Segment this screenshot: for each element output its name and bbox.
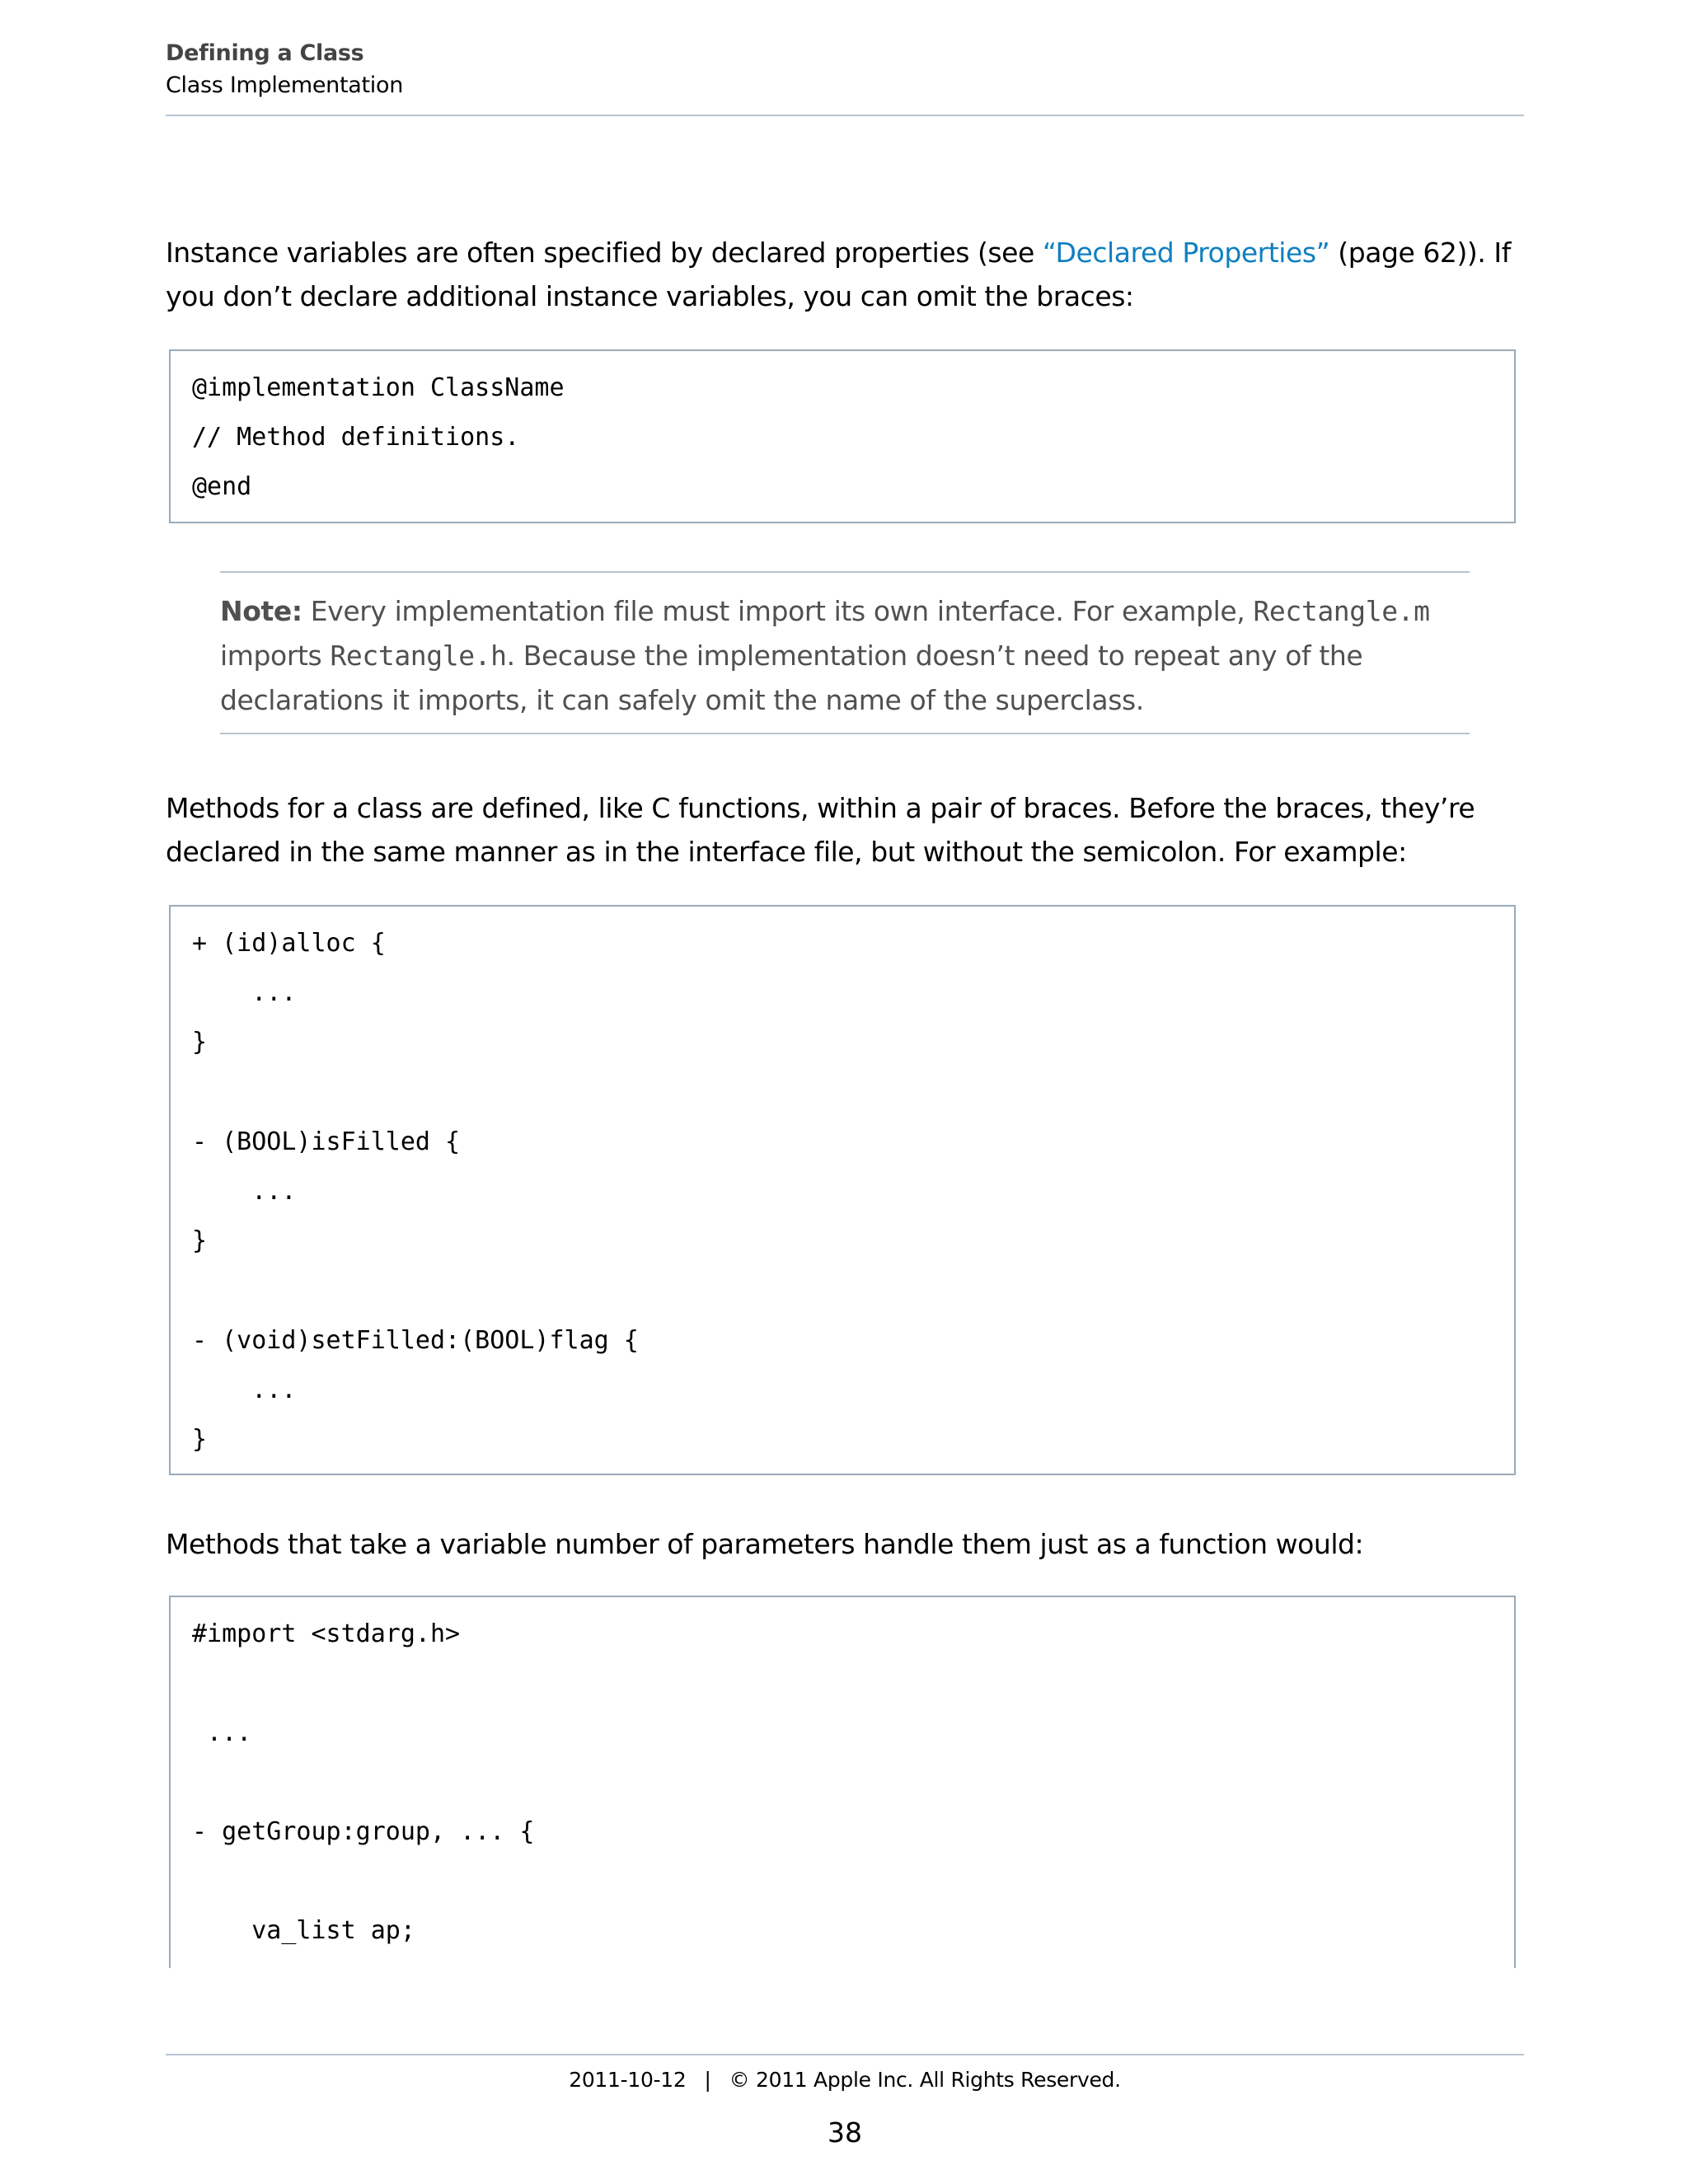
header-divider [166,115,1524,116]
note-code: Rectangle.h [330,640,507,672]
section-title: Class Implementation [166,73,404,98]
code-block-implementation [169,349,1516,523]
note-body: Every implementation file must import its own interface. For example, [302,595,1254,627]
footer-divider [166,2054,1524,2055]
note-body: . Because the implementation doesn’t need to repeat any of the declarations it imports, it can safely omit the name of the superclass. [220,640,1363,716]
code-line: @end [192,472,252,501]
code-line: } [192,1226,208,1255]
code-line: - (void)setFilled:(BOOL)flag { [192,1326,639,1355]
note-body: imports [220,640,331,672]
note-box [220,571,1470,734]
code-line: + (id)alloc { [192,929,386,958]
note-text [220,589,1470,723]
paragraph-instance-variables [166,231,1524,318]
code-line: // Method definitions. [192,423,520,452]
paragraph-text: Instance variables are often specified by declared properties (see [166,237,1043,269]
code-line: ... [192,978,297,1007]
page-footer [166,2065,1524,2095]
chapter-title: Defining a Class [166,40,364,66]
code-line: ... [192,1376,297,1404]
footer-copyright: © 2011 Apple Inc. All Rights Reserved. [729,2068,1121,2092]
declared-properties-link[interactable]: “Declared Properties” [1042,237,1330,269]
code-line: #import <stdarg.h> [192,1619,461,1648]
code-line: ... [192,1718,252,1747]
paragraph-variable-parameters: Methods that take a variable number of parameters handle them just as a function would: [166,1528,1364,1560]
page-number: 38 [828,2116,862,2149]
code-block-methods [169,905,1516,1475]
code-line: va_list ap; [192,1916,415,1945]
footer-separator: | [704,2068,711,2092]
code-line: } [192,1028,208,1057]
code-line: } [192,1425,208,1454]
note-label: Note: [220,595,302,627]
code-block-variadic [169,1596,1516,1968]
code-line: - (BOOL)isFilled { [192,1127,461,1156]
code-line: ... [192,1177,297,1206]
paragraph-text: (page 62)). If you don’t declare additional instance variables, you can omit the braces: [166,237,1511,312]
paragraph-method-definitions: Methods for a class are defined, like C functions, within a pair of braces. Before the braces, they’re declared in the same manner as in the interface file, but without the semicolon. For example: [166,792,1475,868]
note-code: Rectangle.m [1253,595,1430,627]
page-header [166,38,1524,102]
footer-date: 2011-10-12 [569,2068,687,2092]
code-line: - getGroup:group, ... { [192,1817,535,1846]
code-line: @implementation ClassName [192,373,565,402]
